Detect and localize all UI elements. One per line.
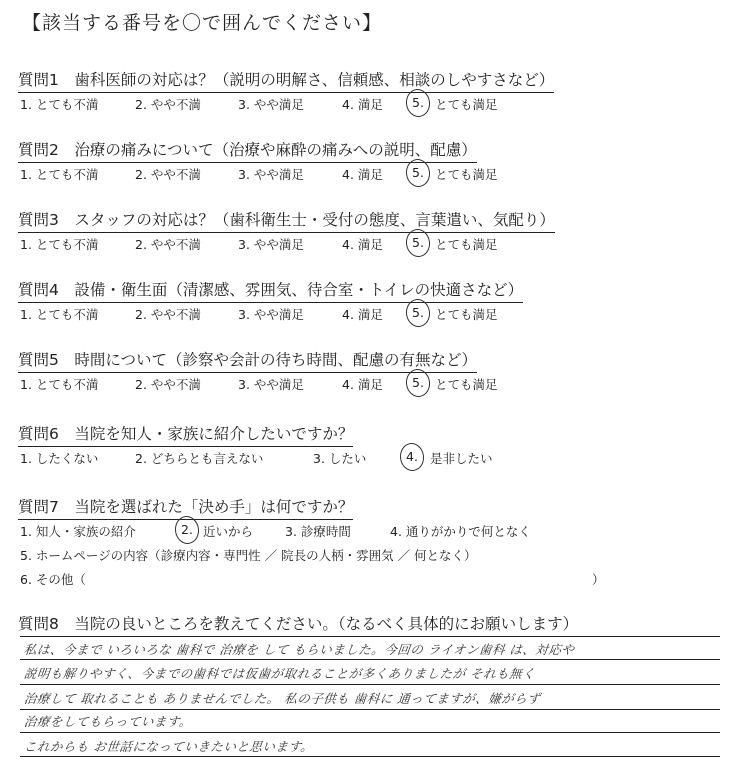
option-5[interactable]: 5.: [412, 235, 424, 250]
option-4[interactable]: 4. 通りがかりで何となく: [390, 524, 531, 539]
option-2[interactable]: 2. どちらとも言えない: [135, 451, 264, 466]
option-5[interactable]: 5.: [412, 95, 424, 110]
page-title: 【該当する番号を〇で囲んでください】: [22, 12, 383, 34]
question-8-text: 質問8 当院の良いところを教えてください。（なるべく具体的にお願いします）: [18, 615, 579, 633]
option-6[interactable]: 6. その他（: [20, 572, 86, 587]
question-2-text: 質問2 治療の痛みについて（治療や麻酔の痛みへの説明、配慮）: [18, 138, 477, 163]
option-4-label: 是非したい: [430, 451, 493, 466]
question-4-text: 質問4 設備・衛生面（清潔感、雰囲気、待合室・トイレの快適さなど）: [18, 278, 523, 303]
option-5[interactable]: 5.: [412, 305, 424, 320]
option-2[interactable]: 2. やや不満: [135, 237, 201, 252]
answer-rule: [20, 684, 720, 685]
option-4[interactable]: 4. 満足: [342, 97, 383, 112]
option-5-label: とても満足: [435, 97, 498, 112]
option-5[interactable]: 5.: [412, 165, 424, 180]
option-5-label: とても満足: [435, 307, 498, 322]
option-5[interactable]: 5.: [412, 375, 424, 390]
option-1[interactable]: 1. とても不満: [20, 307, 99, 322]
question-5-text: 質問5 時間について（診察や会計の待ち時間、配慮の有無など）: [18, 348, 477, 373]
option-5-label: とても満足: [435, 377, 498, 392]
option-5-label: とても満足: [435, 237, 498, 252]
question-7-text: 質問7 当院を選ばれた「決め手」は何ですか？: [18, 495, 353, 520]
option-3[interactable]: 3. やや満足: [238, 307, 304, 322]
option-3[interactable]: 3. やや満足: [238, 377, 304, 392]
option-1[interactable]: 1. したくない: [20, 451, 99, 466]
option-3[interactable]: 3. やや満足: [238, 97, 304, 112]
question-1-text: 質問1 歯科医師の対応は？（説明の明解さ、信頼感、相談のしやすさなど）: [18, 68, 554, 93]
option-1[interactable]: 1. とても不満: [20, 167, 99, 182]
option-3[interactable]: 3. やや満足: [238, 167, 304, 182]
option-3[interactable]: 3. やや満足: [238, 237, 304, 252]
option-2-label: 近いから: [203, 524, 254, 539]
answer-rule: [20, 636, 720, 637]
option-1[interactable]: 1. 知人・家族の紹介: [20, 524, 136, 539]
option-2[interactable]: 2. やや不満: [135, 167, 201, 182]
answer-line-3: 治療して 取れることも ありませんでした。 私の子供も 歯科に 通ってますが、嫌がらず: [23, 691, 542, 706]
question-6-text: 質問6 当院を知人・家族に紹介したいですか？: [18, 422, 353, 447]
answer-rule: [20, 659, 720, 660]
answer-line-1: 私は、今まで いろいろな 歯科で 治療を して もらいました。今回の ライオン歯科 は、対応や: [23, 642, 576, 657]
option-2[interactable]: 2.: [181, 522, 193, 537]
option-6-close: ）: [592, 572, 605, 587]
option-2[interactable]: 2. やや不満: [135, 307, 201, 322]
option-2[interactable]: 2. やや不満: [135, 97, 201, 112]
option-5[interactable]: 5. ホームページの内容（診療内容・専門性 ／ 院長の人柄・雰囲気 ／ 何となく）: [20, 548, 477, 563]
answer-line-5: これからも お世話になっていきたいと思います。: [23, 739, 315, 754]
answer-rule: [20, 756, 720, 757]
option-4[interactable]: 4.: [406, 449, 418, 464]
option-1[interactable]: 1. とても不満: [20, 377, 99, 392]
option-3[interactable]: 3. したい: [313, 451, 367, 466]
option-3[interactable]: 3. 診療時間: [285, 524, 351, 539]
option-5-label: とても満足: [435, 167, 498, 182]
answer-rule: [20, 732, 720, 733]
answer-line-4: 治療をしてもらっています。: [23, 714, 193, 729]
option-4[interactable]: 4. 満足: [342, 237, 383, 252]
option-1[interactable]: 1. とても不満: [20, 237, 99, 252]
question-3-text: 質問3 スタッフの対応は？（歯科衛生士・受付の態度、言葉遣い、気配り）: [18, 208, 555, 233]
answer-line-2: 説明も解りやすく、今までの歯科では仮歯が取れることが多くありましたが それも無く: [23, 666, 536, 681]
selection-circle: [398, 441, 426, 472]
answer-rule: [20, 709, 720, 710]
option-4[interactable]: 4. 満足: [342, 377, 383, 392]
option-4[interactable]: 4. 満足: [342, 167, 383, 182]
option-4[interactable]: 4. 満足: [342, 307, 383, 322]
option-2[interactable]: 2. やや不満: [135, 377, 201, 392]
option-1[interactable]: 1. とても不満: [20, 97, 99, 112]
